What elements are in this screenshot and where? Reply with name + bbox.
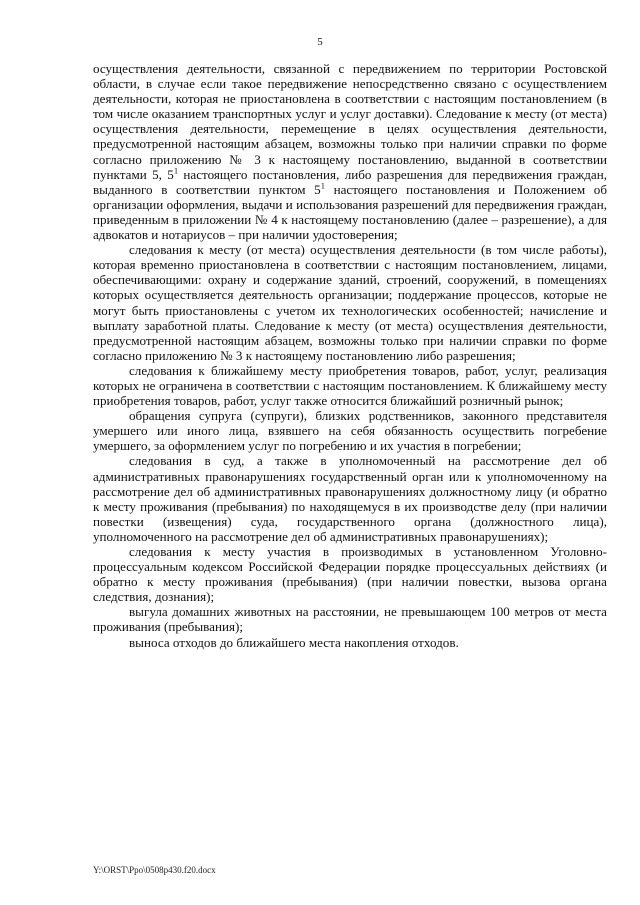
paragraph	[93, 242, 607, 363]
paragraph-text: настоящего постановления, либо разрешения для передвижения граждан, выданного в соответствии пунктом 5	[93, 166, 607, 197]
document-body	[93, 61, 607, 650]
superscript: 1	[320, 180, 325, 191]
paragraph-text: следования в суд, а также в уполномоченный на рассмотрение дел об административных правонарушениях государственный орган или к уполномоченному на рассмотрение дел об административных правонарушениях должностному лицу (и обратно к месту проживания (пребывания) по находящемуся в их производстве делу (при наличии повестки (извещения) суда, государственного органа (должностного лица), уполномоченного на рассмотрение дел об административных правонарушениях);	[93, 453, 607, 544]
paragraph-text: настоящего постановления и Положением об организации оформления, выдачи и использования разрешений для передвижения граждан, приведенным в приложении № 4 к настоящему постановлению (далее – разрешение), а для адвокатов и нотариусов – при наличии удостоверения;	[93, 181, 607, 243]
footer-file-path: Y:\ORST\Ppo\0508p430.f20.docx	[93, 865, 216, 875]
paragraph	[93, 363, 607, 408]
paragraph	[93, 61, 607, 242]
paragraph-text: следования к месту участия в производимых в установленном Уголовно-процессуальным кодексом Российской Федерации порядке процессуальных действиях (и обратно к месту проживания (пребывания) (при наличии повестки, вызова органа следствия, дознания);	[93, 544, 607, 605]
paragraph-text: выноса отходов до ближайшего места накопления отходов.	[129, 634, 459, 650]
paragraph	[93, 408, 607, 453]
paragraph-text: следования к ближайшему месту приобретения товаров, работ, услуг, реализация которых не ограничена в соответствии с настоящим постановлением. К ближайшему месту приобретения товаров, работ, услуг также относится ближайший розничный рынок;	[93, 362, 607, 409]
paragraph-text: выгула домашних животных на расстоянии, не превышающем 100 метров от места проживания (пребывания);	[93, 604, 607, 635]
paragraph-text: следования к месту (от места) осуществления деятельности (в том числе работы), которая временно приостановлена в соответствии с настоящим постановлением, лицами, обеспечивающими: охрану и содержание зданий, строений, сооружений, в помещениях которых осуществляется деятельность организации; поддержание процессов, которые не могут быть приостановлены с учетом их технологических особенностей; начисление и выплату заработной платы. Следование к месту (от места) осуществления деятельности, предусмотренной настоящим абзацем, возможны только при наличии справки по форме согласно приложению № 3 к настоящему постановлению либо разрешения;	[93, 242, 607, 363]
paragraph	[93, 544, 607, 604]
superscript: 1	[173, 165, 179, 176]
paragraph-text: осуществления деятельности, связанной с передвижением по территории Ростовской области, в случае если такое передвижение непосредственно связано с осуществлением деятельности, которая не приостановлена в соответствии с настоящим постановлением (в том числе оказанием транспортных услуг и услуг доставки). Следование к месту (от места) осуществления деятельности, перемещение в целях осуществления деятельности, предусмотренной настоящим абзацем, возможны только при наличии справки по форме согласно приложению № 3 к настоящему постановлению, выданной в соответствии пунктами 5, 5	[93, 61, 607, 182]
paragraph-text: обращения супруга (супруги), близких родственников, законного представителя умершего или иного лица, взявшего на себя обязанность осуществить погребение умершего, за оформлением услуг по погребению и их участия в погребении;	[93, 408, 607, 454]
paragraph	[93, 635, 607, 650]
page-number: 5	[317, 36, 323, 48]
paragraph	[93, 453, 607, 544]
paragraph	[93, 604, 607, 634]
